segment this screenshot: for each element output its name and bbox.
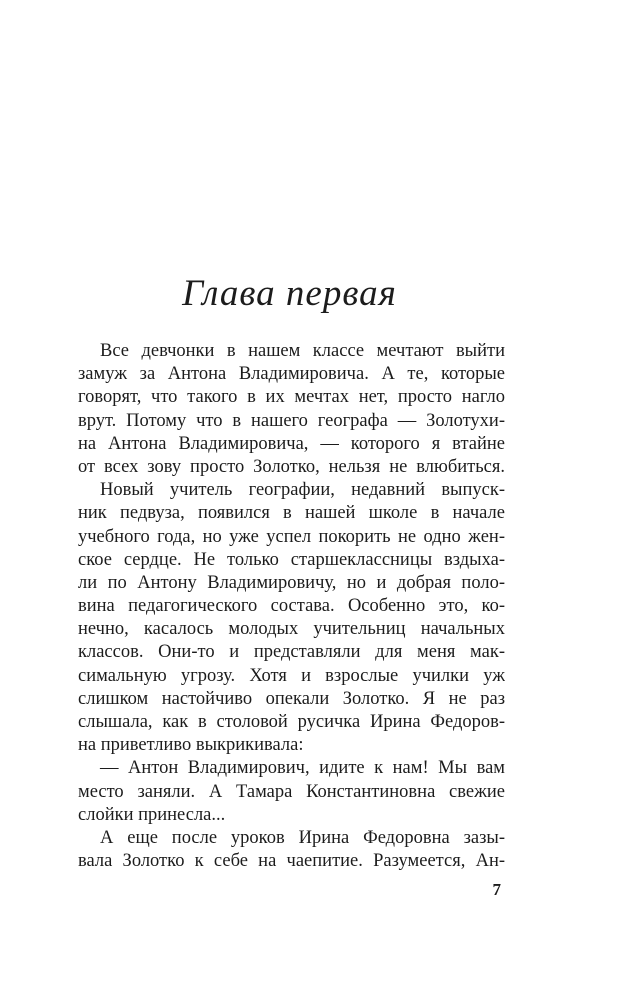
text-line: А еще после уроков Ирина Федоровна зазы- [100, 827, 505, 848]
text-line: ник педвуза, появился в нашей школе в начале [78, 503, 505, 524]
text-line: место заняли. А Тамара Константиновна свежие [78, 781, 505, 802]
text-line: от всех зову просто Золотко, нельзя не влюбиться. [78, 456, 505, 477]
text-line: классов. Они-то и представляли для меня мак- [78, 642, 505, 663]
text-line: ли по Антону Владимировичу, но и добрая поло- [78, 572, 505, 593]
text-line: вала Золотко к себе на чаепитие. Разумеется, Ан- [78, 851, 505, 872]
text-line: нечно, касалось молодых учительниц начальных [78, 619, 505, 640]
text-line: вина педагогического состава. Особенно это, ко- [78, 596, 505, 617]
paragraph [78, 340, 505, 479]
page-number: 7 [492, 880, 501, 899]
text-line: говорят, что такого в их мечтах нет, просто нагло [78, 387, 505, 408]
paragraph [78, 757, 505, 827]
text-line: — Антон Владимирович, идите к нам! Мы вам [100, 758, 505, 779]
text-line: слишком настойчиво опекали Золотко. Я не раз [78, 688, 505, 709]
text-line: на Антона Владимировича, — которого я втайне [78, 433, 505, 454]
text-line: слойки принесла... [78, 804, 226, 825]
text-line: симальную угрозу. Хотя и взрослые училки уж [78, 665, 505, 686]
text-line: Новый учитель географии, недавний выпуск- [100, 480, 505, 501]
text-column [78, 0, 505, 1000]
text-line: ское сердце. Не только старшеклассницы вздыха- [78, 549, 505, 570]
paragraph [78, 827, 505, 873]
paragraph [78, 479, 505, 757]
text-line: врут. Потому что в нашего географа — Золотухи- [78, 410, 505, 431]
text-line: слышала, как в столовой русичка Ирина Федоров- [78, 712, 505, 732]
text-line: учебного года, но уже успел покорить не одно жен- [78, 526, 505, 547]
text-line: замуж за Антона Владимировича. А те, которые [78, 364, 505, 385]
body-text [78, 340, 505, 873]
text-line: на приветливо выкрикивала: [78, 735, 304, 756]
chapter-title: Глава первая [182, 273, 397, 314]
text-line: Все девчонки в нашем классе мечтают выйти [100, 341, 505, 361]
